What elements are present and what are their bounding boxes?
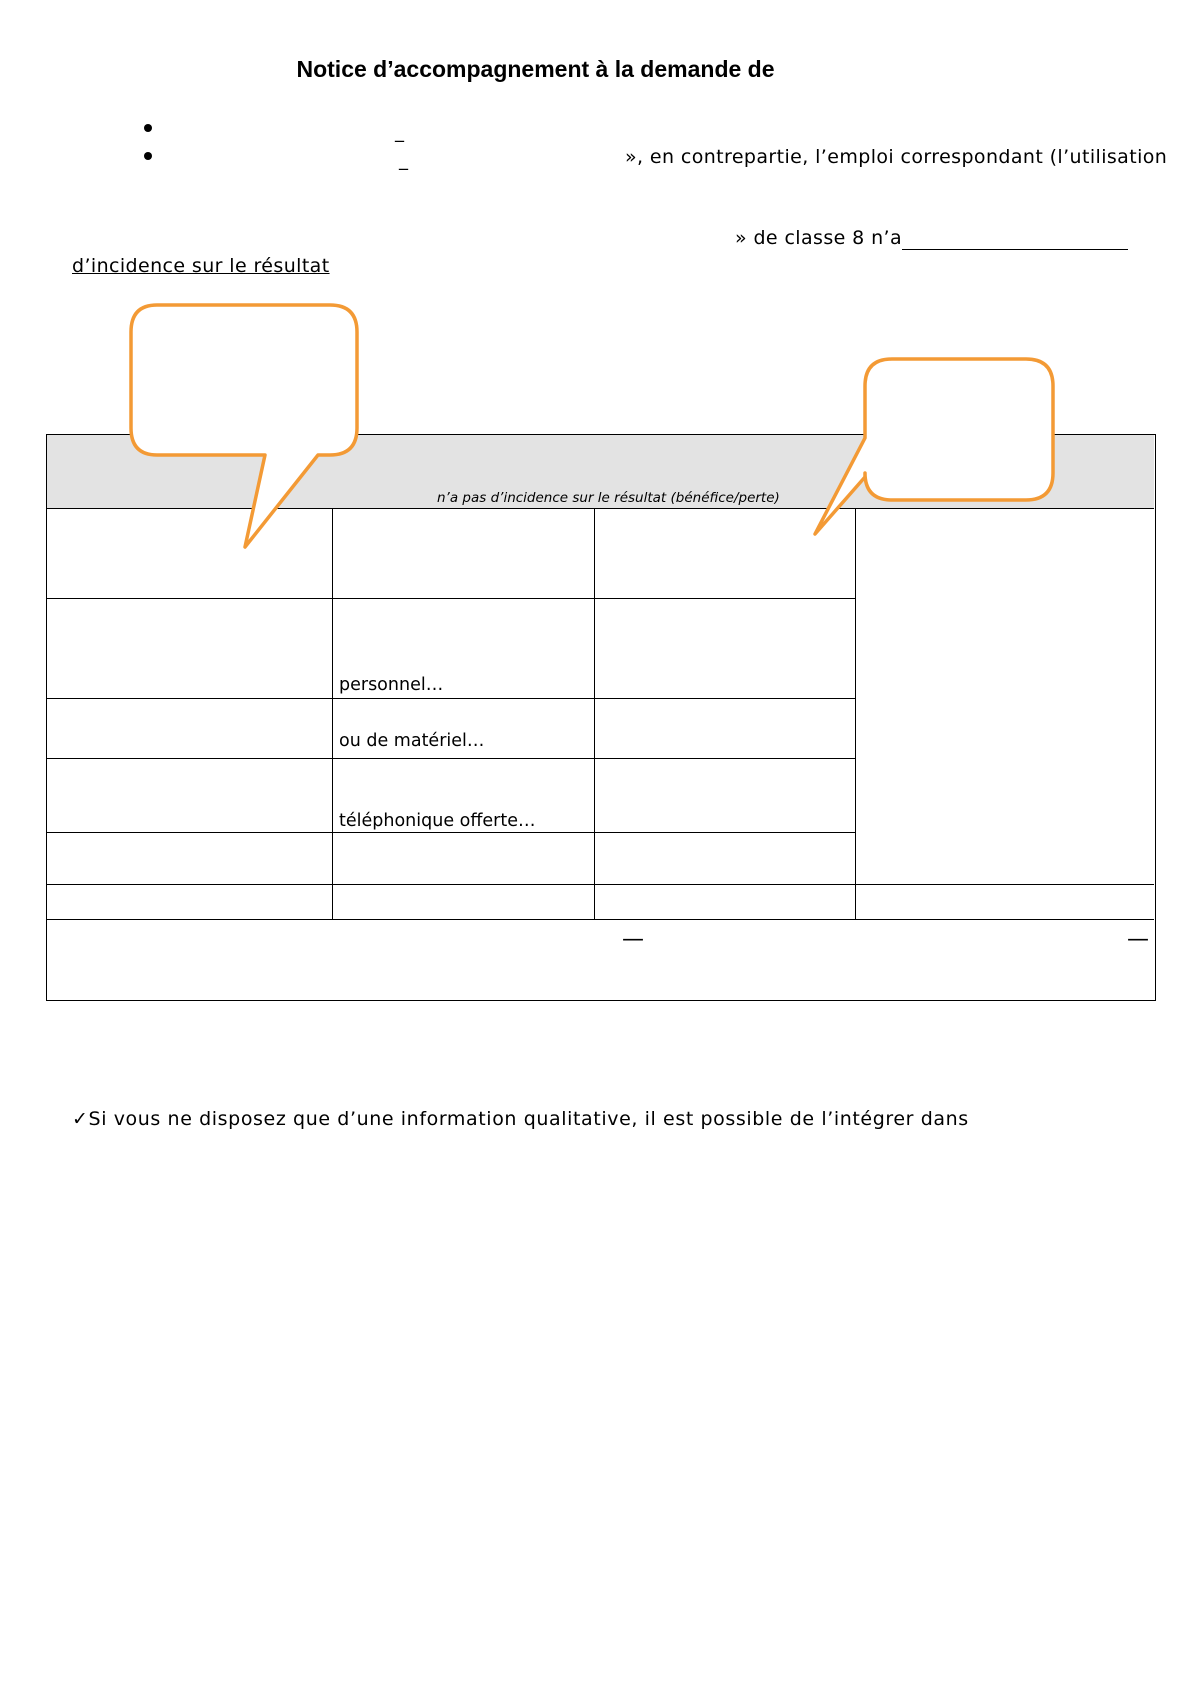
bullet-2-text: », en contrepartie, l’emploi correspondant (l’utilisation: [625, 146, 1168, 168]
cell-personnel: personnel…: [339, 675, 444, 695]
total-dash-2: —: [1127, 927, 1149, 952]
callout-left: [131, 305, 357, 547]
callout-right: [815, 359, 1053, 534]
incidence-text: d’incidence sur le résultat: [72, 255, 330, 277]
bullet-1-dash: _: [395, 122, 404, 143]
check-text: Si vous ne disposez que d’une information qualitative, il est possible de l’intégrer dans: [88, 1108, 969, 1130]
check-note: [72, 1108, 969, 1130]
cell-telephonique: téléphonique offerte…: [339, 811, 536, 831]
page-title: Notice d’accompagnement à la demande de: [296, 56, 775, 82]
cell-materiel: ou de matériel…: [339, 731, 485, 751]
header-note: n’a pas d’incidence sur le résultat (bénéfice/perte): [437, 490, 780, 506]
total-dash-1: —: [622, 927, 644, 952]
bullet-2-dash: _: [399, 150, 408, 171]
check-icon: ✓: [72, 1108, 89, 1130]
classe-text: » de classe 8 n’a: [735, 227, 903, 249]
